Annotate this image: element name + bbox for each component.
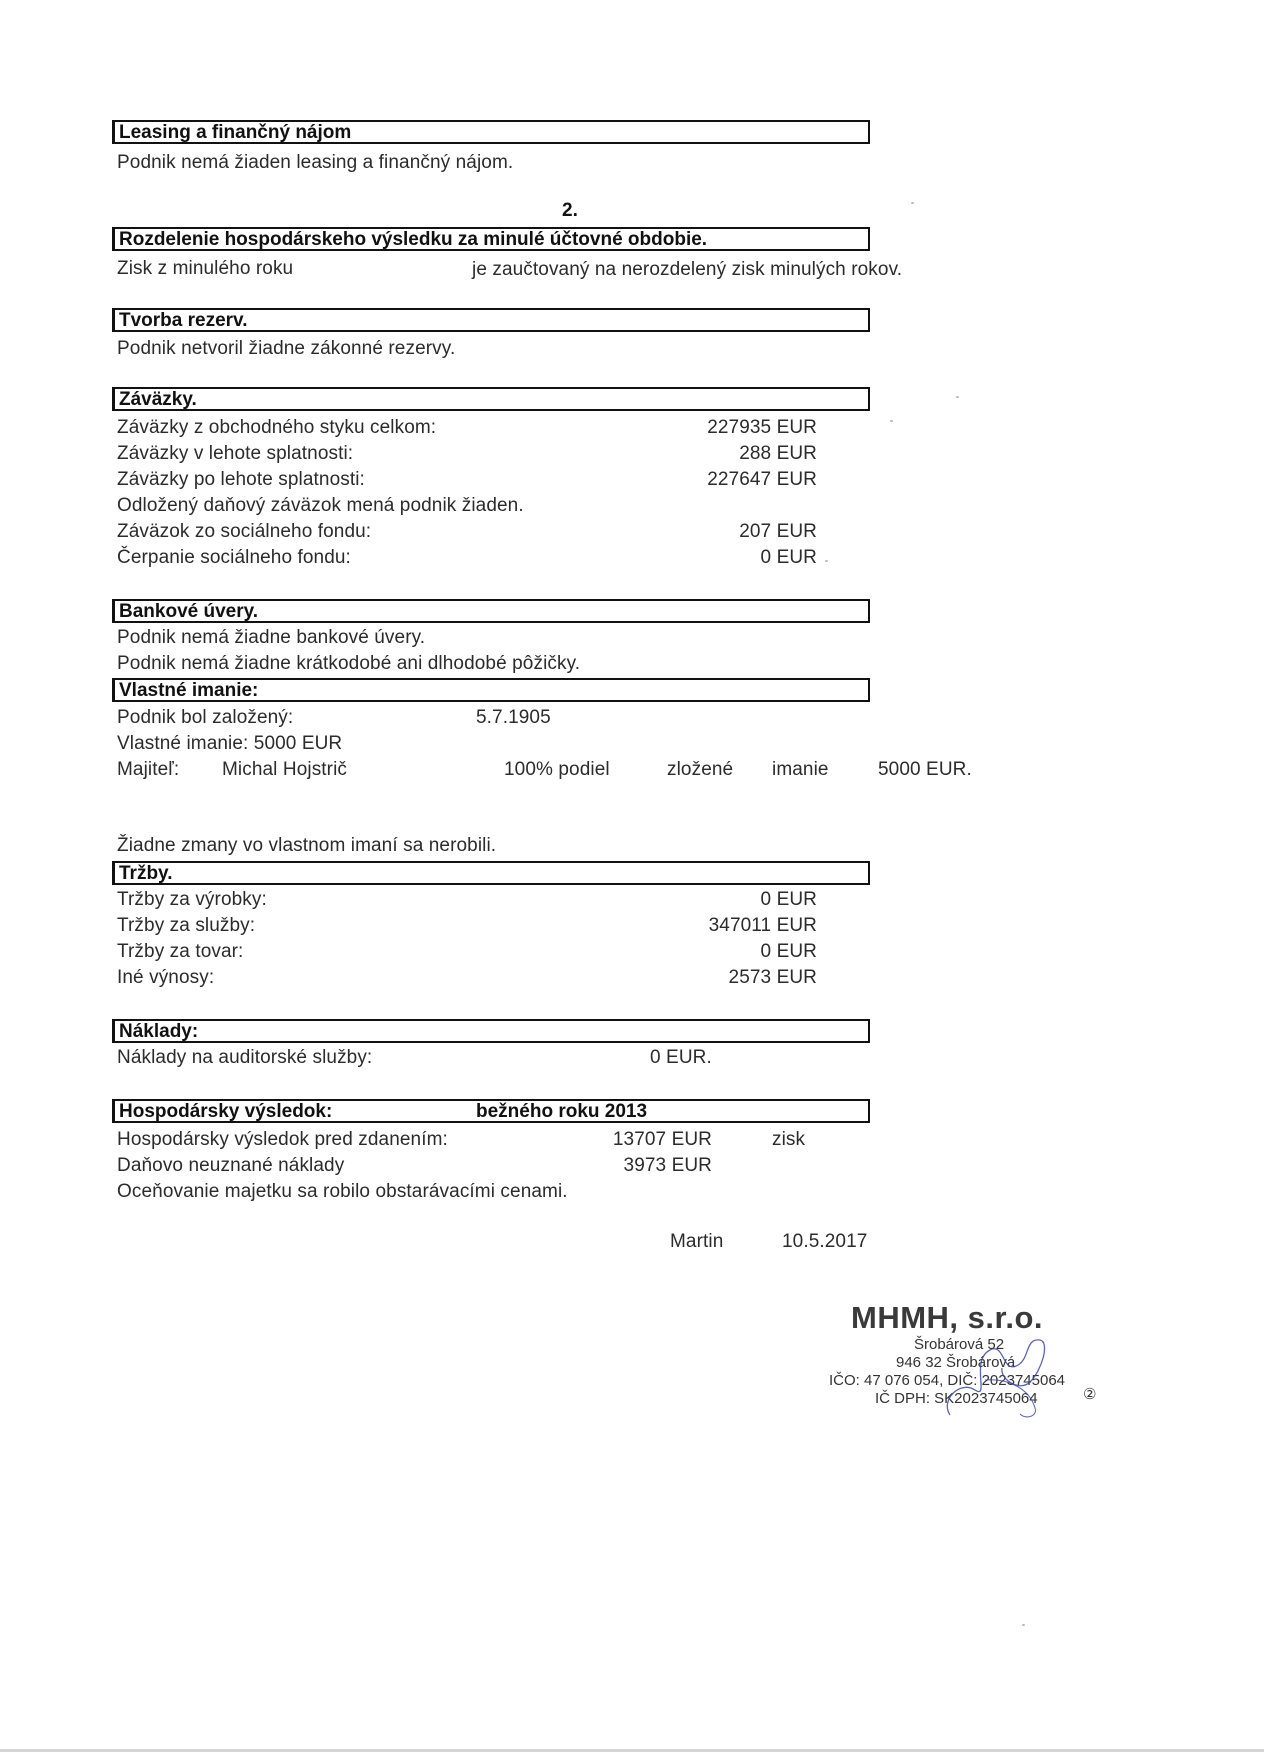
imanie-share: 100% podiel (504, 759, 610, 780)
heading-zavazky: Záväzky. (119, 389, 197, 410)
naklady-value: 0 EUR. (650, 1047, 712, 1068)
section-header-trzby (112, 861, 870, 885)
vysledok-pretax-type: zisk (772, 1129, 806, 1150)
zavazky-row-label: Záväzok zo sociálneho fondu: (117, 521, 372, 542)
rezervy-text: Podnik netvoril žiadne zákonné rezervy. (117, 338, 456, 359)
section-header-rezervy (112, 308, 870, 332)
imanie-note: Žiadne zmany vo vlastnom imaní sa nerobili. (117, 835, 497, 856)
trzby-row-value: 347011 EUR (708, 915, 817, 936)
uvery-line1: Podnik nemá žiadne bankové úvery. (117, 627, 426, 648)
imanie-founded-label: Podnik bol založený: (117, 707, 294, 728)
handwritten-signature (930, 1320, 1070, 1430)
imanie-paid: zložené (667, 759, 734, 780)
heading-leasing: Leasing a finančný nájom (119, 122, 352, 143)
heading-uvery: Bankové úvery. (119, 601, 259, 622)
imanie-owner-label: Majiteľ: (117, 759, 180, 780)
heading-rozdelenie: Rozdelenie hospodárskeho výsledku za minulé účtovné obdobie. (119, 229, 708, 250)
vysledok-pretax-value: 13707 EUR (612, 1129, 712, 1150)
zavazky-row-label: Čerpanie sociálneho fondu: (117, 547, 351, 568)
imanie-owner-name: Michal Hojstrič (222, 759, 348, 780)
trzby-row-value: 0 EUR (760, 941, 817, 962)
rozdelenie-label: Zisk z minulého roku (117, 258, 294, 279)
vysledok-nondeductible-value: 3973 EUR (623, 1155, 712, 1176)
section-header-rozdelenie (112, 227, 870, 251)
uvery-line2: Podnik nemá žiadne krátkodobé ani dlhodobé pôžičky. (117, 653, 581, 674)
scan-speck (825, 560, 828, 562)
scan-speck (890, 420, 893, 422)
stamp-ico-dic: IČO: 47 076 054, DIČ: 2023745064 (829, 1372, 1066, 1389)
trzby-row-label: Tržby za tovar: (117, 941, 244, 962)
section-header-uvery (112, 599, 870, 623)
vysledok-nondeductible-label: Daňovo neuznané náklady (117, 1155, 345, 1176)
trzby-row-value: 2573 EUR (728, 967, 817, 988)
heading-vysledok: Hospodársky výsledok: (119, 1101, 333, 1122)
imanie-amount: 5000 EUR. (878, 759, 972, 780)
vysledok-valuation-note: Oceňovanie majetku sa robilo obstarávacími cenami. (117, 1181, 568, 1202)
imanie-equity-word: imanie (772, 759, 829, 780)
zavazky-row-label: Záväzky po lehote splatnosti: (117, 469, 365, 490)
naklady-label: Náklady na auditorské služby: (117, 1047, 373, 1068)
signoff-place: Martin (670, 1231, 724, 1252)
heading-trzby: Tržby. (119, 863, 173, 884)
trzby-row-label: Tržby za služby: (117, 915, 256, 936)
zavazky-row-label: Záväzky v lehote splatnosti: (117, 443, 354, 464)
zavazky-row-label: Odložený daňový záväzok mená podnik žiaden. (117, 495, 524, 516)
leasing-text: Podnik nemá žiaden leasing a finančný nájom. (117, 152, 514, 173)
heading-naklady: Náklady: (119, 1021, 199, 1042)
stamp-mark: ② (1083, 1386, 1097, 1403)
imanie-capital: Vlastné imanie: 5000 EUR (117, 733, 343, 754)
section-header-zavazky (112, 387, 870, 411)
heading-rezervy: Tvorba rezerv. (119, 310, 248, 331)
section-header-leasing (112, 120, 870, 144)
signoff-date: 10.5.2017 (782, 1231, 868, 1252)
vysledok-pretax-label: Hospodársky výsledok pred zdanením: (117, 1129, 448, 1150)
section-header-vysledok (112, 1099, 870, 1123)
stamp-street: Šrobárová 52 (914, 1336, 1005, 1353)
imanie-founded-date: 5.7.1905 (476, 707, 551, 728)
stamp-company-name: MHMH, s.r.o. (851, 1300, 1044, 1335)
scan-speck (956, 396, 959, 398)
zavazky-row-value: 0 EUR (760, 547, 817, 568)
trzby-row-label: Tržby za výrobky: (117, 889, 267, 910)
section-header-naklady (112, 1019, 870, 1043)
heading-imanie: Vlastné imanie: (119, 680, 259, 701)
trzby-row-value: 0 EUR (760, 889, 817, 910)
trzby-row-label: Iné výnosy: (117, 967, 215, 988)
zavazky-row-value: 227647 EUR (707, 469, 817, 490)
scan-speck (911, 202, 914, 204)
zavazky-row-label: Záväzky z obchodného styku celkom: (117, 417, 437, 438)
scan-speck (1022, 1624, 1025, 1626)
zavazky-row-value: 288 EUR (739, 443, 817, 464)
zavazky-row-value: 207 EUR (739, 521, 817, 542)
heading-vysledok-year: bežného roku 2013 (476, 1101, 648, 1122)
rozdelenie-value: je zaučtovaný na nerozdelený zisk minulých rokov. (472, 259, 903, 280)
section-header-imanie (112, 678, 870, 702)
stamp-ic-dph: IČ DPH: SK2023745064 (875, 1390, 1038, 1407)
page-number: 2. (562, 200, 579, 221)
zavazky-row-value: 227935 EUR (707, 417, 817, 438)
stamp-city: 946 32 Šrobárová (896, 1354, 1016, 1371)
